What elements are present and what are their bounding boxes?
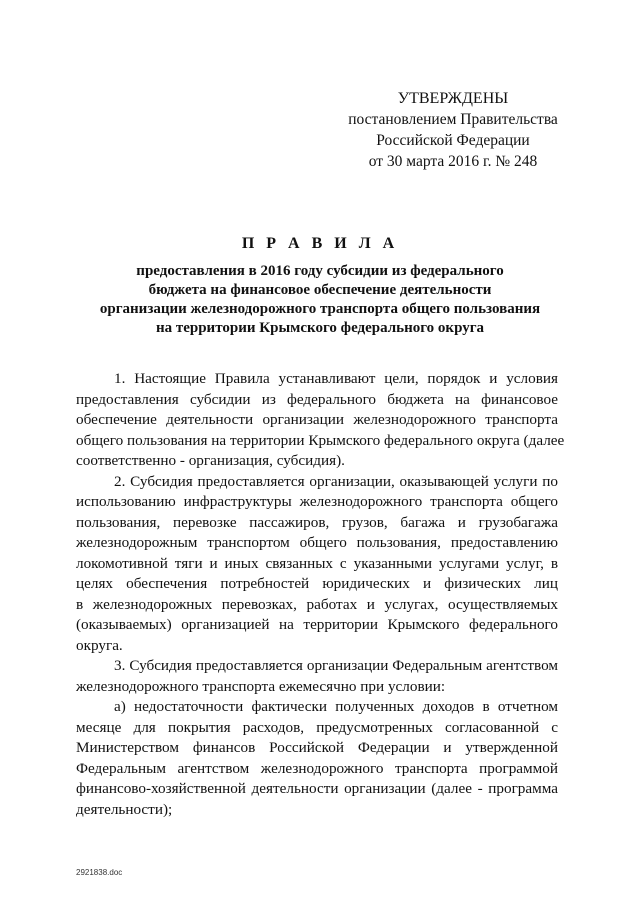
paragraph-3-line: железнодорожного транспорта ежемесячно при условии:: [76, 677, 446, 695]
approval-line: Российской Федерации: [376, 132, 530, 149]
subtitle-line: бюджета на финансовое обеспечение деятельности: [148, 282, 492, 298]
approval-line: от 30 марта 2016 г. № 248: [368, 153, 538, 170]
subtitle-line: организации железнодорожного транспорта общего пользования: [99, 301, 541, 317]
subparagraph-a-line: Федеральным агентством железнодорожного транспорта программой: [76, 759, 558, 777]
approval-line: постановлением Правительства: [348, 111, 558, 128]
subparagraph-a-line: Министерством финансов Российской Федерации и утвержденной: [76, 739, 558, 756]
paragraph-1-line: соответственно - организация, субсидия).: [76, 452, 345, 469]
approval-block: [338, 88, 568, 172]
subtitle-line: на территории Крымского федерального округа: [155, 320, 485, 336]
paragraph-2-line: использованию инфраструктуры железнодорожного транспорта общего: [76, 493, 558, 510]
document-title: П Р А В И Л А: [241, 235, 399, 252]
paragraph-1-line: общего пользования на территории Крымского федерального округа (далее: [76, 431, 565, 449]
document-body: [76, 369, 565, 820]
subparagraph-a-line: месяце для покрытия расходов, предусмотренных согласованной с: [76, 718, 558, 736]
document-subtitle: [0, 262, 640, 338]
paragraph-2-line: округа.: [76, 636, 123, 654]
paragraph-1-line: 1. Настоящие Правила устанавливают цели, порядок и условия: [114, 370, 558, 387]
subparagraph-a-line: деятельности);: [76, 800, 173, 818]
paragraph-2-line: пользования, перевозке пассажиров, грузов, багажа и грузобагажа: [76, 513, 558, 531]
file-reference: 2921838.doc: [76, 868, 123, 877]
approval-heading: УТВЕРЖДЕНЫ: [397, 90, 509, 107]
paragraph-2-line: целях обеспечения потребностей юридических и физических лиц: [76, 575, 558, 592]
paragraph-2-line: локомотивной тяги и иных связанных с указанными услугами услуг, в: [76, 554, 558, 572]
paragraph-3-line: 3. Субсидия предоставляется организации Федеральным агентством: [114, 657, 558, 674]
paragraph-2-line: железнодорожным транспортом общего пользования, предоставлению: [76, 534, 558, 551]
paragraph-2-line: (оказываемых) организацией на территории Крымского федерального: [76, 616, 558, 633]
subparagraph-a-line: а) недостаточности фактически полученных доходов в отчетном: [114, 698, 558, 715]
paragraph-2-line: 2. Субсидия предоставляется организации, оказывающей услуги по: [114, 472, 558, 490]
paragraph-2-line: в железнодорожных перевозках, работах и услугах, осуществляемых: [76, 595, 558, 613]
paragraph-1-line: предоставления субсидии из федерального бюджета на финансовое: [76, 390, 558, 408]
paragraph-1-line: обеспечение деятельности организации железнодорожного транспорта: [76, 411, 558, 428]
subtitle-line: предоставления в 2016 году субсидии из федерального: [136, 263, 504, 279]
subparagraph-a-line: финансово-хозяйственной деятельности организации (далее - программа: [76, 780, 558, 797]
